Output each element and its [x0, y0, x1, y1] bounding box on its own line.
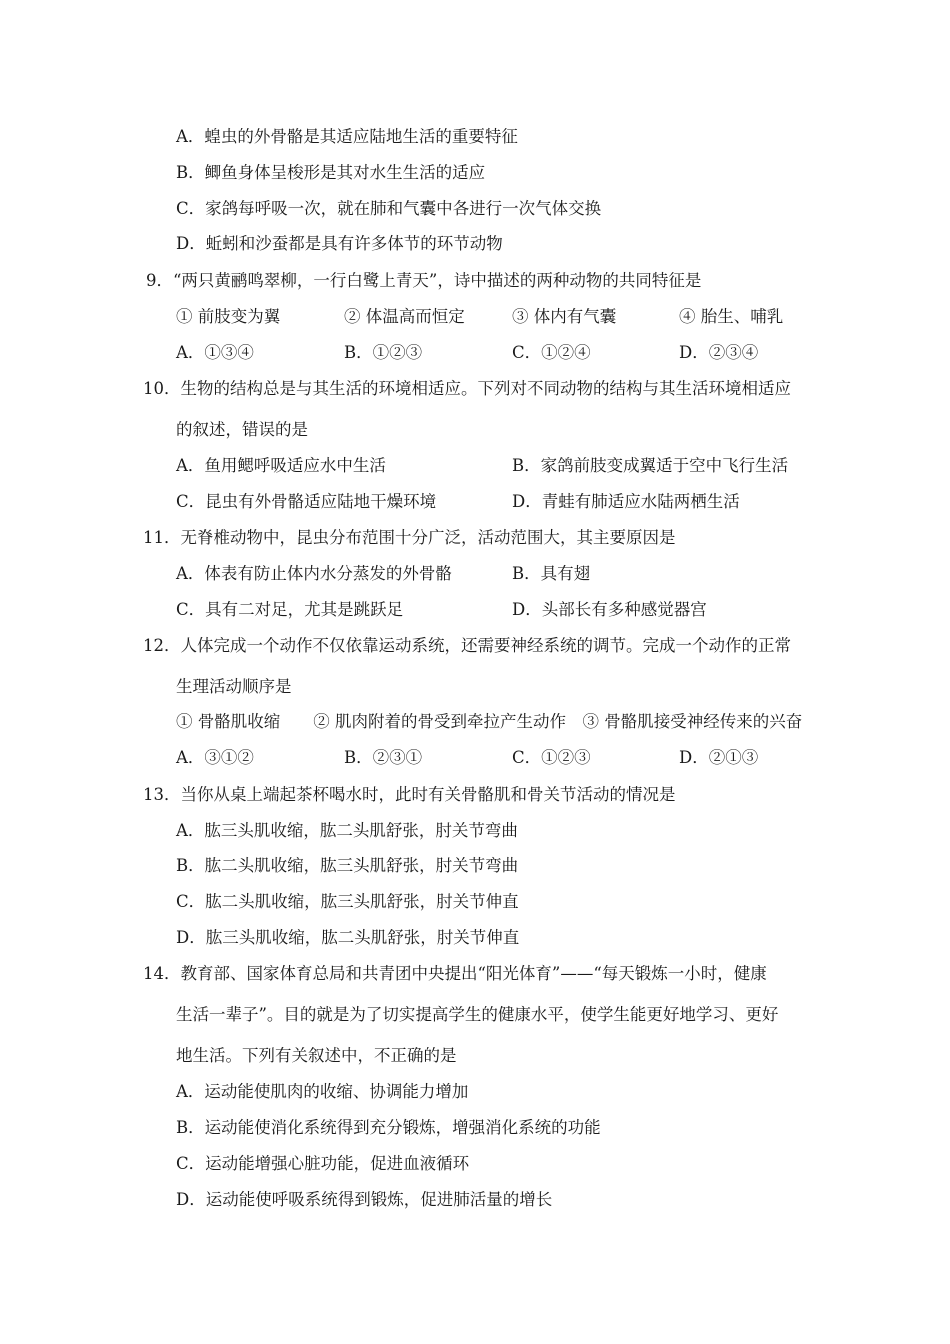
q9-option-c: C．①②④	[512, 343, 591, 362]
q10-stem-line1: 10．生物的结构总是与其生活的环境相适应。下列对不同动物的结构与其生活环境相适应	[143, 379, 791, 398]
q8-option-d: D．蚯蚓和沙蚕都是具有许多体节的环节动物	[176, 234, 503, 253]
q9-stem: 9．“两只黄鹂鸣翠柳，一行白鹭上青天”，诗中描述的两种动物的共同特征是	[146, 271, 702, 290]
q14-stem-line2: 生活一辈子”。目的就是为了切实提高学生的健康水平，使学生能更好地学习、更好	[176, 1005, 779, 1024]
q12-option-d: D．②①③	[679, 748, 759, 767]
q14-option-d: D．运动能使呼吸系统得到锻炼，促进肺活量的增长	[176, 1190, 553, 1209]
q10-stem-line2: 的叙述，错误的是	[176, 420, 308, 439]
q12-stem-line1: 12．人体完成一个动作不仅依靠运动系统，还需要神经系统的调节。完成一个动作的正常	[143, 636, 791, 655]
q10-option-d: D．青蛙有肺适应水陆两栖生活	[512, 492, 740, 511]
q13-option-d: D．肱三头肌收缩，肱二头肌舒张，肘关节伸直	[176, 928, 520, 947]
q12-option-c: C．①②③	[512, 748, 591, 767]
q12-option-b: B．②③①	[344, 748, 423, 767]
q13-option-a: A．肱三头肌收缩，肱二头肌舒张，肘关节弯曲	[176, 821, 518, 840]
q8-option-b: B．鲫鱼身体呈梭形是其对水生生活的适应	[176, 163, 486, 182]
q11-option-b: B．具有翅	[512, 564, 591, 583]
q9-option-d: D．②③④	[679, 343, 759, 362]
q9-item-3: ③ 体内有气囊	[512, 307, 617, 326]
q11-option-c: C．具有二对足，尤其是跳跃足	[176, 600, 404, 619]
q9-item-1: ① 前肢变为翼	[176, 307, 281, 326]
q14-option-b: B．运动能使消化系统得到充分锻炼，增强消化系统的功能	[176, 1118, 601, 1137]
q10-option-a: A．鱼用鳃呼吸适应水中生活	[176, 456, 386, 475]
q8-option-a: A．蝗虫的外骨骼是其适应陆地生活的重要特征	[176, 127, 518, 146]
q10-option-b: B．家鸽前肢变成翼适于空中飞行生活	[512, 456, 789, 475]
q12-option-a: A．③①②	[176, 748, 254, 767]
q12-items: ① 骨骼肌收缩 ② 肌肉附着的骨受到牵拉产生动作 ③ 骨骼肌接受神经传来的兴奋	[176, 712, 803, 731]
q14-stem-line1: 14．教育部、国家体育总局和共青团中央提出“阳光体育”——“每天锻炼一小时，健康	[143, 964, 767, 983]
q8-option-c: C．家鸽每呼吸一次，就在肺和气囊中各进行一次气体交换	[176, 199, 602, 218]
q9-option-b: B．①②③	[344, 343, 423, 362]
q10-option-c: C．昆虫有外骨骼适应陆地干燥环境	[176, 492, 437, 511]
q11-stem: 11．无脊椎动物中，昆虫分布范围十分广泛，活动范围大，其主要原因是	[143, 528, 676, 547]
q13-stem: 13．当你从桌上端起茶杯喝水时，此时有关骨骼肌和骨关节活动的情况是	[143, 785, 676, 804]
q9-item-4: ④ 胎生、哺乳	[679, 307, 784, 326]
q9-option-a: A．①③④	[176, 343, 254, 362]
q14-option-a: A．运动能使肌肉的收缩、协调能力增加	[176, 1082, 469, 1101]
q11-option-a: A．体表有防止体内水分蒸发的外骨骼	[176, 564, 452, 583]
q13-option-b: B．肱二头肌收缩，肱三头肌舒张，肘关节弯曲	[176, 856, 519, 875]
q9-item-2: ② 体温高而恒定	[344, 307, 465, 326]
q14-stem-line3: 地生活。下列有关叙述中，不正确的是	[176, 1046, 457, 1065]
q14-option-c: C．运动能增强心脏功能，促进血液循环	[176, 1154, 470, 1173]
q11-option-d: D．头部长有多种感觉器宫	[512, 600, 707, 619]
q12-stem-line2: 生理活动顺序是	[176, 677, 292, 696]
q13-option-c: C．肱二头肌收缩，肱三头肌舒张，肘关节伸直	[176, 892, 519, 911]
